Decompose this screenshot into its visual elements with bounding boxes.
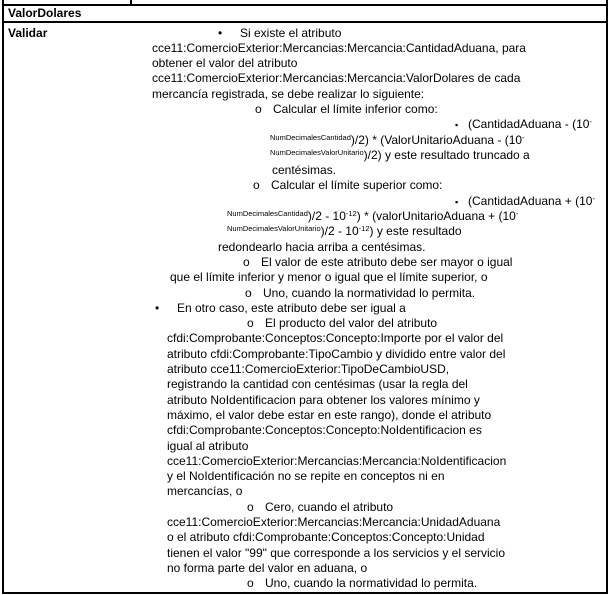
content-line [152, 500, 607, 515]
content-line [152, 439, 607, 454]
body-text: redondearlo hacia arriba a centésimas. [218, 239, 426, 254]
list-marker-disc-icon: • [155, 300, 160, 315]
body-text: igual al atributo [167, 438, 249, 453]
superscript-text: NumDecimalesCantidad [270, 132, 351, 142]
body-text: atributo NoIdentificacion para obtener los valores mínimo y [167, 392, 480, 407]
body-text: El producto del valor del atributo [265, 316, 438, 331]
body-text: registrando la cantidad con centésimas (usar la regla del [167, 377, 468, 392]
content-line [152, 178, 607, 193]
content-line [152, 347, 607, 362]
content-line [152, 301, 607, 316]
body-text: (CantidadAduana + (10 [468, 193, 593, 208]
content-line [152, 377, 607, 392]
body-text: El valor de este atributo debe ser mayor o igual [261, 254, 513, 269]
body-text: no forma parte del valor en aduana, o [167, 560, 368, 575]
body-text: En otro caso, este atributo debe ser igual a [177, 300, 406, 315]
content-line [152, 286, 607, 301]
body-text: tienen el valor "99" que corresponde a los servicios y el servicio [167, 545, 506, 560]
body-text: )/2 - 10 [307, 209, 346, 224]
row-label-validar: Validar [8, 26, 48, 40]
body-text: ) y este resultado [369, 224, 462, 239]
body-text: Si existe el atributo [240, 25, 342, 40]
content-line [152, 454, 607, 469]
content-line [152, 576, 607, 591]
content-line [152, 515, 607, 530]
content-line [152, 209, 607, 224]
content-line [152, 194, 607, 209]
body-text: obtener el valor del atributo [152, 56, 298, 71]
content-line [152, 393, 607, 408]
content-line [152, 484, 607, 499]
body-text: centésimas. [272, 163, 337, 178]
superscript-text: NumDecimalesCantidad [227, 209, 308, 219]
body-text: que el límite inferior y menor o igual que el límite superior, o [170, 270, 488, 285]
body-text: (CantidadAduana - (10 [468, 117, 590, 132]
content-line [152, 41, 607, 56]
list-marker-square-icon: ▪ [455, 196, 459, 207]
content-line [152, 224, 607, 239]
superscript-text: -12 [358, 224, 370, 234]
list-marker-circle-icon: o [247, 499, 254, 514]
content-line [152, 561, 607, 576]
body-text: Calcular el límite superior como: [271, 178, 443, 193]
body-text: mercancía registrada, se debe realizar lo siguiente: [152, 86, 425, 101]
body-text: Cero, cuando el atributo [265, 499, 394, 514]
body-text: cce11:ComercioExterior:Mercancias:Mercancia:CantidadAduana, para [152, 40, 526, 55]
content-line [152, 469, 607, 484]
superscript-text: NumDecimalesValorUnitario [270, 147, 364, 157]
content-line [152, 316, 607, 331]
body-text: máximo, el valor debe estar en este rango), donde el atributo [167, 407, 492, 422]
superscript-text: - [515, 209, 519, 219]
list-marker-circle-icon: o [247, 316, 254, 331]
content-line [152, 163, 607, 178]
content-line [152, 240, 607, 255]
content-line [152, 255, 607, 270]
table-row-divider-top [2, 4, 608, 6]
superscript-text: -12 [345, 209, 357, 219]
content-line [152, 71, 607, 86]
list-marker-circle-icon: o [245, 285, 252, 300]
superscript-text: NumDecimalesValorUnitario [227, 224, 321, 234]
content-line [152, 102, 607, 117]
body-text: )/2) * (ValorUnitarioAduana - (10 [350, 132, 523, 147]
content-line [152, 546, 607, 561]
list-marker-circle-icon: o [247, 576, 254, 591]
content-line [152, 270, 607, 285]
body-text: atributo cce11:ComercioExterior:TipoDeCambioUSD, [167, 362, 450, 377]
body-text: )/2 - 10 [320, 224, 359, 239]
body-text: cce11:ComercioExterior:Mercancias:Mercancia:NoIdentificacion [167, 453, 507, 468]
superscript-text: - [522, 132, 525, 142]
superscript-text: - [589, 117, 592, 127]
list-marker-circle-icon: o [253, 178, 260, 193]
list-marker-circle-icon: o [255, 101, 262, 116]
validation-rules-cell [152, 26, 607, 592]
body-text: Uno, cuando la normatividad lo permita. [263, 285, 476, 300]
content-line [152, 148, 607, 163]
body-text: cce11:ComercioExterior:Mercancias:Mercancia:UnidadAduana [167, 515, 501, 529]
list-marker-disc-icon: • [218, 25, 223, 40]
body-text: y el NoIdentificación no se repite en conceptos ni en [167, 469, 445, 484]
content-line [152, 117, 607, 132]
table-row-divider-header [2, 21, 608, 23]
body-text: cfdi:Comprobante:Conceptos:Concepto:NoIdentificacion es [167, 423, 482, 438]
content-line [152, 362, 607, 377]
body-text: )/2) y este resultado truncado a [363, 147, 530, 162]
table-header-valordolares: ValorDolares [8, 6, 82, 20]
content-line [152, 530, 607, 545]
list-marker-square-icon: ▪ [455, 120, 459, 131]
content-line [152, 133, 607, 148]
body-text: cfdi:Comprobante:Conceptos:Concepto:Importe por el valor del [167, 331, 504, 346]
body-text: o el atributo cfdi:Comprobante:Conceptos:Concepto:Unidad [167, 530, 485, 545]
content-line [152, 56, 607, 71]
content-line [152, 423, 607, 438]
body-text: atributo cfdi:Comprobante:TipoCambio y dividido entre valor del [167, 346, 506, 361]
body-text: mercancías, o [167, 484, 243, 499]
content-line [152, 331, 607, 346]
body-text: Uno, cuando la normatividad lo permita. [265, 576, 478, 591]
body-text: Calcular el límite inferior como: [273, 101, 438, 116]
content-line [152, 26, 607, 41]
list-marker-circle-icon: o [243, 254, 250, 269]
content-line [152, 87, 607, 102]
superscript-text: - [592, 193, 595, 203]
body-text: cce11:ComercioExterior:Mercancias:Mercancia:ValorDolares de cada [152, 71, 521, 86]
content-line [152, 408, 607, 423]
body-text: ) * (valorUnitarioAduana + (10 [356, 209, 516, 224]
